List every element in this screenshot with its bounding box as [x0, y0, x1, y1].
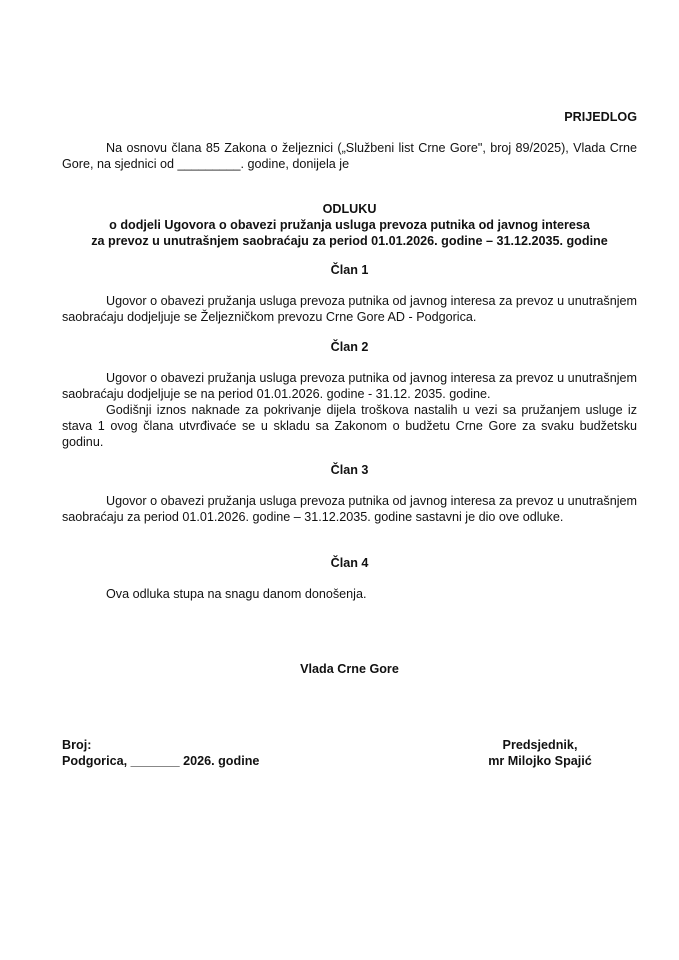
- number-label: Broj:: [62, 738, 92, 752]
- article-2-body: [62, 370, 637, 450]
- article-paragraph: Ova odluka stupa na snagu danom donošenja.: [106, 587, 367, 601]
- article-2-heading: Član 2: [330, 340, 369, 354]
- article-3-body: [62, 493, 637, 525]
- article-4-heading: Član 4: [330, 556, 369, 570]
- title-line-1: o dodjeli Ugovora o obavezi pružanja usluga prevoza putnika od javnog interesa: [109, 218, 590, 232]
- article-1-heading: Član 1: [330, 263, 369, 277]
- signatory-title: Predsjednik,: [502, 738, 578, 752]
- article-paragraph: Ugovor o obavezi pružanja usluga prevoza putnika od javnog interesa za prevoz u unutrašnjem saobraćaju dodjeljuje se Željezničkom prevozu Crne Gore AD - Podgorica.: [62, 294, 637, 324]
- article-4-body: [62, 586, 637, 602]
- document-status-label: PRIJEDLOG: [564, 110, 637, 124]
- title-line-2: za prevoz u unutrašnjem saobraćaju za period 01.01.2026. godine – 31.12.2035. godine: [91, 234, 608, 248]
- place-date: Podgorica, _______ 2026. godine: [62, 754, 260, 768]
- title-main: ODLUKU: [322, 202, 377, 216]
- issuer: Vlada Crne Gore: [300, 662, 399, 676]
- article-1-body: [62, 293, 637, 325]
- article-paragraph: Ugovor o obavezi pružanja usluga prevoza putnika od javnog interesa za prevoz u unutrašnjem saobraćaju za period 01.01.2026. godine – 31.12.2035. godine sastavni je dio ove odluke.: [62, 494, 637, 524]
- preamble-text: Na osnovu člana 85 Zakona o željeznici („Službeni list Crne Gore", broj 89/2025), Vlada Crne Gore, na sjednici od _________. godine, donijela je: [62, 141, 637, 171]
- signatory-name: mr Milojko Spajić: [488, 754, 592, 768]
- article-paragraph: Ugovor o obavezi pružanja usluga prevoza putnika od javnog interesa za prevoz u unutrašnjem saobraćaju dodjeljuje se na period 01.01.2026. godine - 31.12. 2035. godine.: [62, 371, 637, 401]
- preamble: [62, 140, 637, 172]
- article-3-heading: Član 3: [330, 463, 369, 477]
- article-paragraph: Godišnji iznos naknade za pokrivanje dijela troškova nastalih u vezi sa pružanjem usluge iz stava 1 ovog člana utvrđivaće se u skladu sa Zakonom o budžetu Crne Gore za svaku budžetsku godinu.: [62, 403, 637, 449]
- signature-block: [460, 737, 620, 769]
- decision-title: [62, 201, 637, 249]
